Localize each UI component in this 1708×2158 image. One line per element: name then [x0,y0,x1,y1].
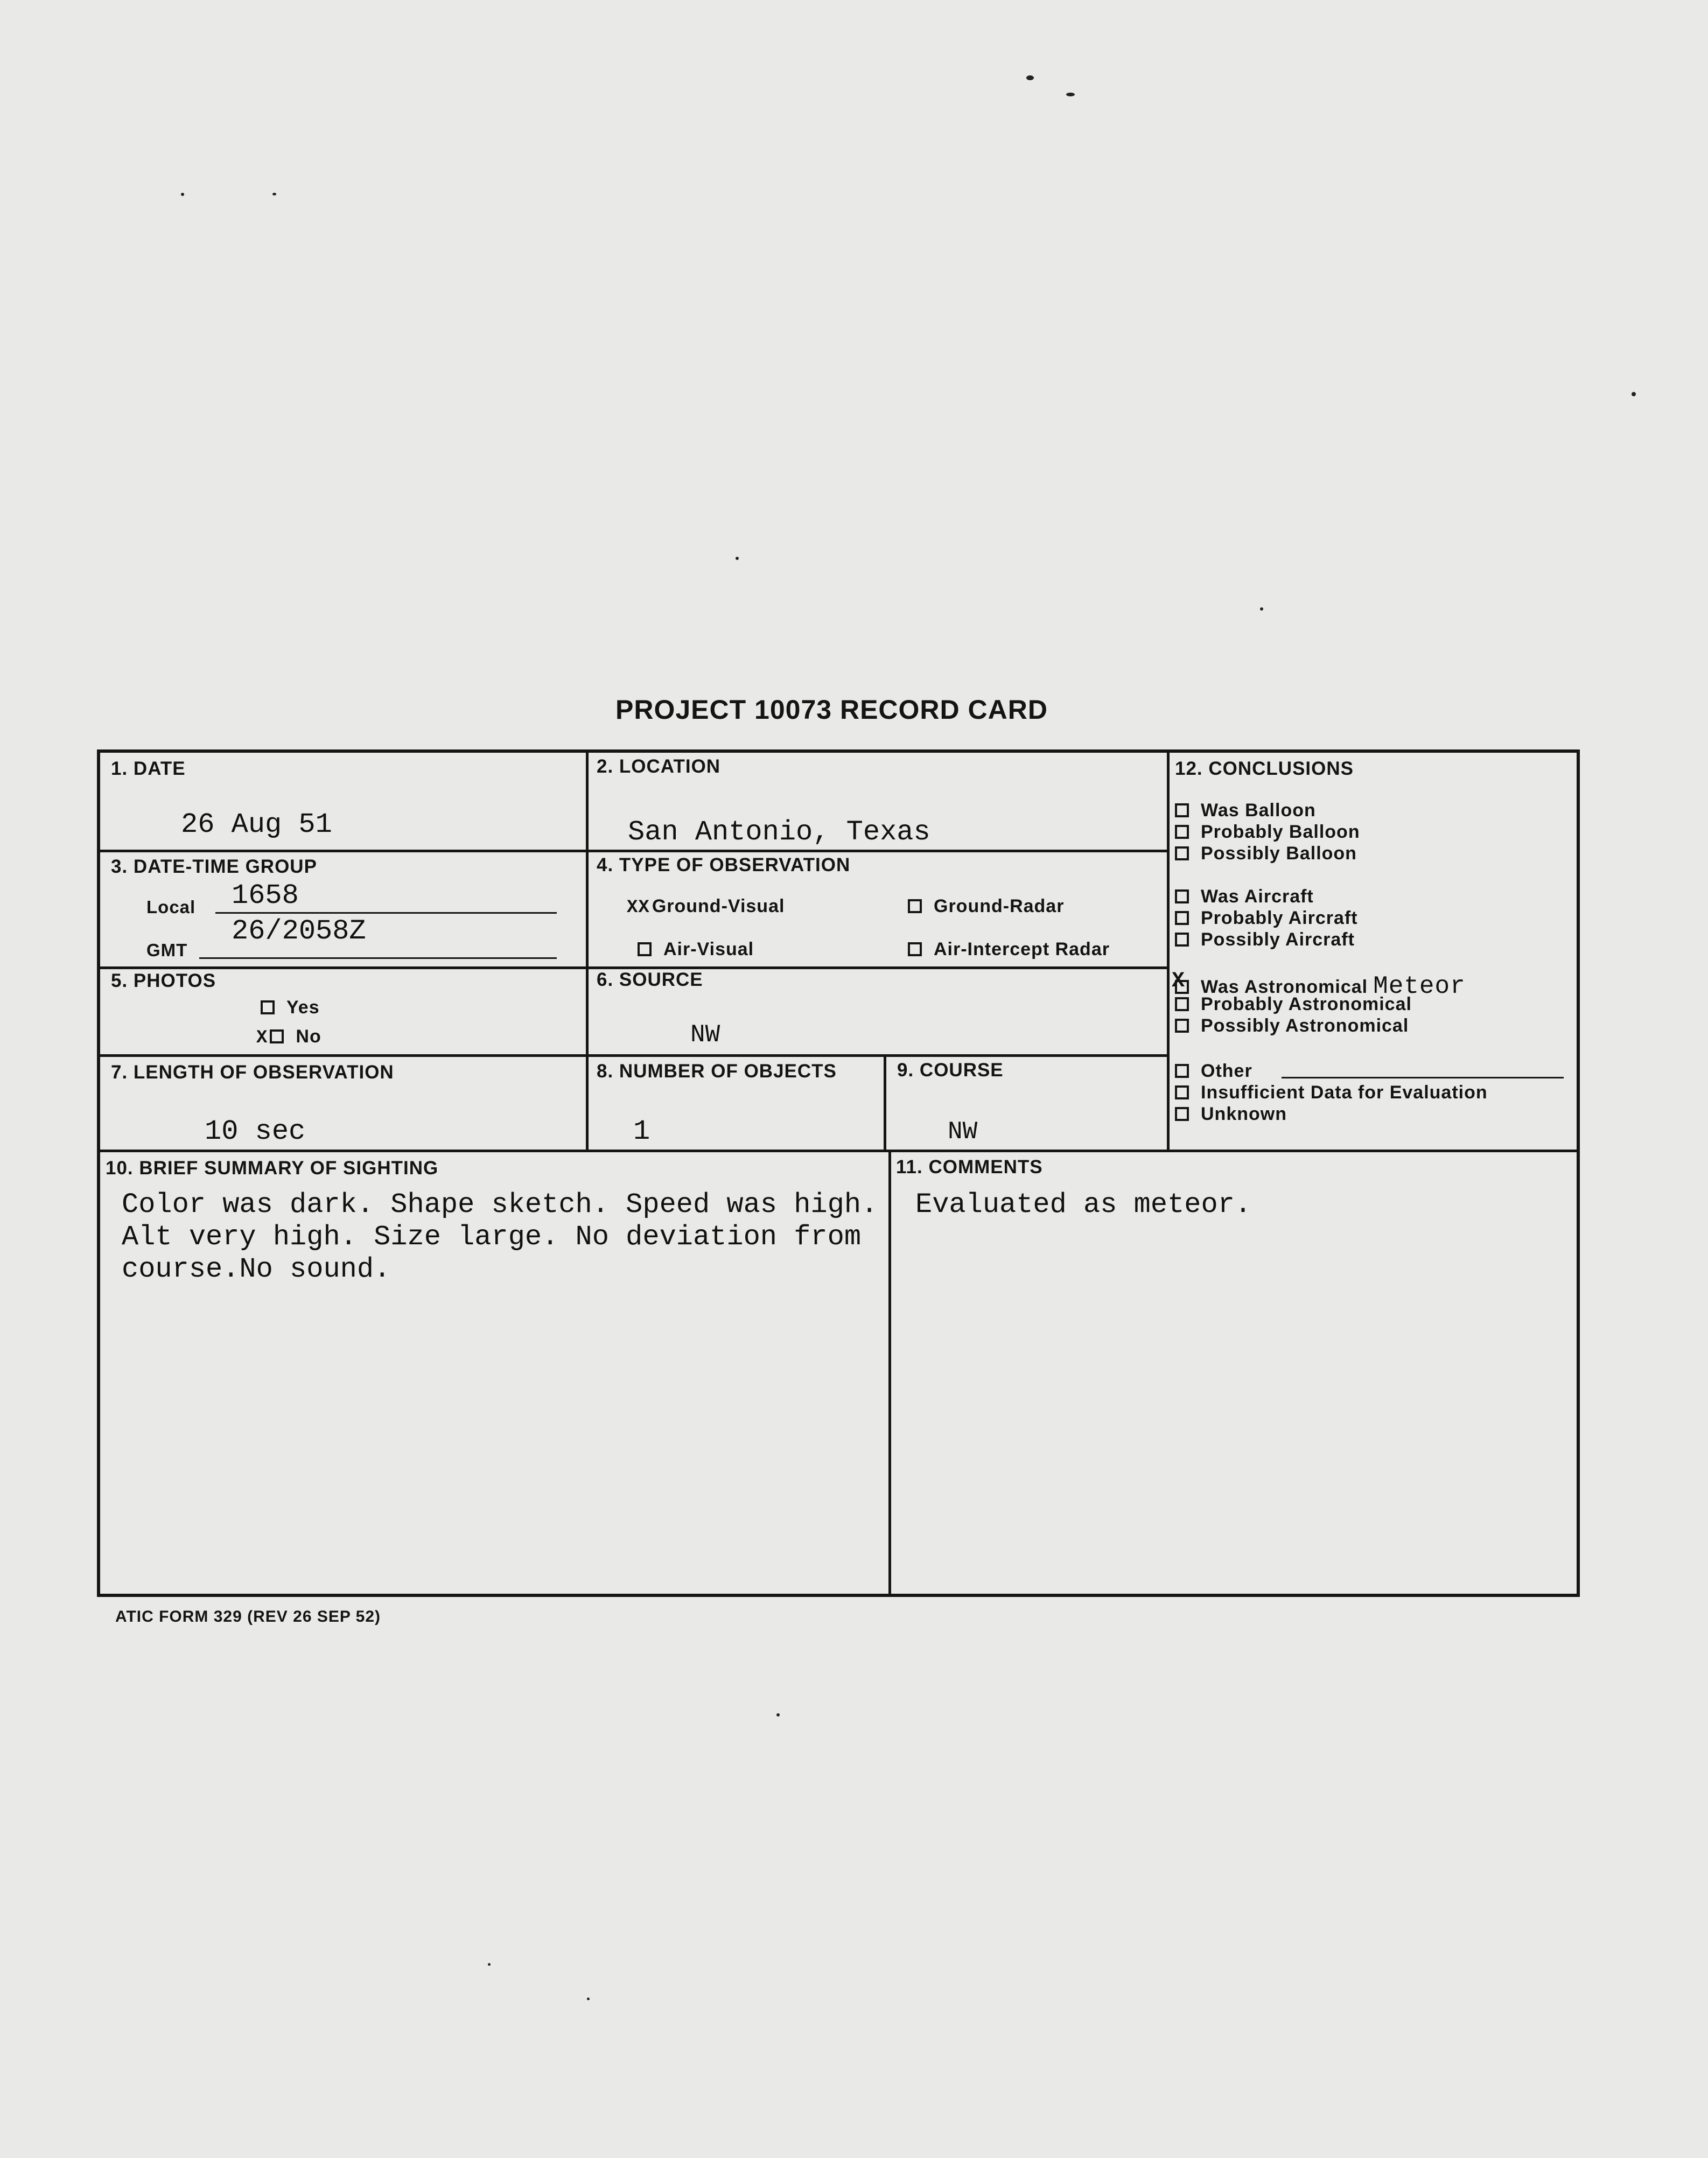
comments-value: Evaluated as meteor. [915,1189,1252,1221]
checkbox-icon [1175,1107,1189,1121]
checkbox-icon [270,1029,284,1043]
conclusion-option[interactable] [1175,1082,1488,1103]
form-id: ATIC FORM 329 (REV 26 SEP 52) [115,1608,381,1625]
option-label: Ground-Radar [934,896,1065,916]
option-label: Air-Visual [663,939,754,959]
course-label: 9. COURSE [897,1060,1004,1081]
checkbox-icon [261,1000,275,1014]
comments-label: 11. COMMENTS [896,1157,1043,1178]
conclusion-option[interactable] [1175,1104,1287,1125]
objects-value: 1 [633,1116,650,1147]
divider [884,1054,886,1150]
photos-yes[interactable] [261,997,320,1018]
option-label: Was Balloon [1201,800,1316,821]
conclusion-option[interactable] [1175,929,1355,950]
checkbox-icon [1175,1019,1189,1033]
option-label: Was Astronomical [1201,977,1368,997]
option-air-visual[interactable] [638,939,754,960]
checkbox-mark: XX [627,898,650,918]
checkbox-icon [1175,933,1189,947]
conclusion-option[interactable] [1175,843,1357,864]
checkbox-mark: X [1172,969,1186,993]
local-label: Local [146,897,196,917]
option-label: Probably Aircraft [1201,908,1358,928]
observation-type-label: 4. TYPE OF OBSERVATION [597,854,851,875]
option-ground-visual[interactable] [627,896,785,918]
card-title: PROJECT 10073 RECORD CARD [615,695,1048,725]
checkbox-icon [1175,803,1189,817]
other-underline [1282,1077,1564,1078]
option-label: Was Aircraft [1201,886,1314,907]
checkbox-icon [908,899,922,913]
checkbox-icon [1175,889,1189,903]
divider [97,1054,1168,1057]
option-label: Air-Intercept Radar [934,939,1110,959]
local-value: 1658 [232,880,299,912]
option-label: Possibly Balloon [1201,843,1357,864]
checkbox-icon [638,942,652,956]
source-value: NW [690,1021,720,1049]
conclusion-option[interactable] [1175,1015,1409,1036]
option-label: Possibly Aircraft [1201,929,1355,950]
option-label: Unknown [1201,1104,1287,1124]
source-label: 6. SOURCE [597,969,703,990]
gmt-value: 26/2058Z [232,915,366,947]
checkbox-icon [908,942,922,956]
objects-label: 8. NUMBER OF OBJECTS [597,1061,837,1082]
divider [586,749,589,1150]
local-underline [215,912,557,914]
option-label: Ground-Visual [652,896,785,916]
dtg-label: 3. DATE-TIME GROUP [111,856,317,877]
conclusion-note: Meteor [1373,972,1466,1000]
summary-line-3: course.No sound. [122,1253,391,1285]
divider [97,1150,1580,1152]
photos-no[interactable] [256,1026,321,1048]
length-value: 10 sec [205,1116,306,1147]
checkbox-icon [1175,911,1189,925]
option-label: Insufficient Data for Evaluation [1201,1082,1488,1103]
summary-label: 10. BRIEF SUMMARY OF SIGHTING [106,1158,439,1179]
date-value: 26 Aug 51 [181,809,332,840]
option-label: Probably Astronomical [1201,994,1412,1014]
date-label: 1. DATE [111,758,186,779]
gmt-label: GMT [146,940,188,960]
conclusion-option[interactable] [1175,1061,1252,1082]
checkbox-icon [1175,1085,1189,1099]
gmt-underline [199,957,557,959]
location-value: San Antonio, Texas [628,816,930,848]
conclusions-label: 12. CONCLUSIONS [1175,758,1354,779]
option-ground-radar[interactable] [908,896,1064,917]
option-label: Yes [286,997,320,1018]
divider [1167,749,1170,1150]
photos-label: 5. PHOTOS [111,970,216,991]
checkbox-icon [1175,997,1189,1011]
summary-line-1: Color was dark. Shape sketch. Speed was high. [122,1189,878,1221]
checkbox-mark: X [256,1028,268,1048]
option-label: Other [1201,1061,1252,1081]
divider [97,850,1168,852]
checkbox-icon [1175,1064,1189,1078]
conclusion-option[interactable] [1175,822,1360,843]
summary-line-2: Alt very high. Size large. No deviation from [122,1221,862,1253]
checkbox-icon [1175,825,1189,839]
option-label: No [296,1026,321,1047]
course-value: NW [948,1118,978,1146]
conclusion-option[interactable] [1175,800,1316,821]
option-air-intercept-radar[interactable] [908,939,1110,960]
length-label: 7. LENGTH OF OBSERVATION [111,1062,394,1083]
location-label: 2. LOCATION [597,756,721,777]
option-label: Possibly Astronomical [1201,1015,1409,1036]
checkbox-icon [1175,846,1189,860]
conclusion-option[interactable] [1175,908,1358,929]
divider [888,1150,891,1597]
option-label: Probably Balloon [1201,822,1360,842]
conclusion-option[interactable] [1175,886,1314,907]
conclusion-option[interactable] [1175,994,1412,1015]
